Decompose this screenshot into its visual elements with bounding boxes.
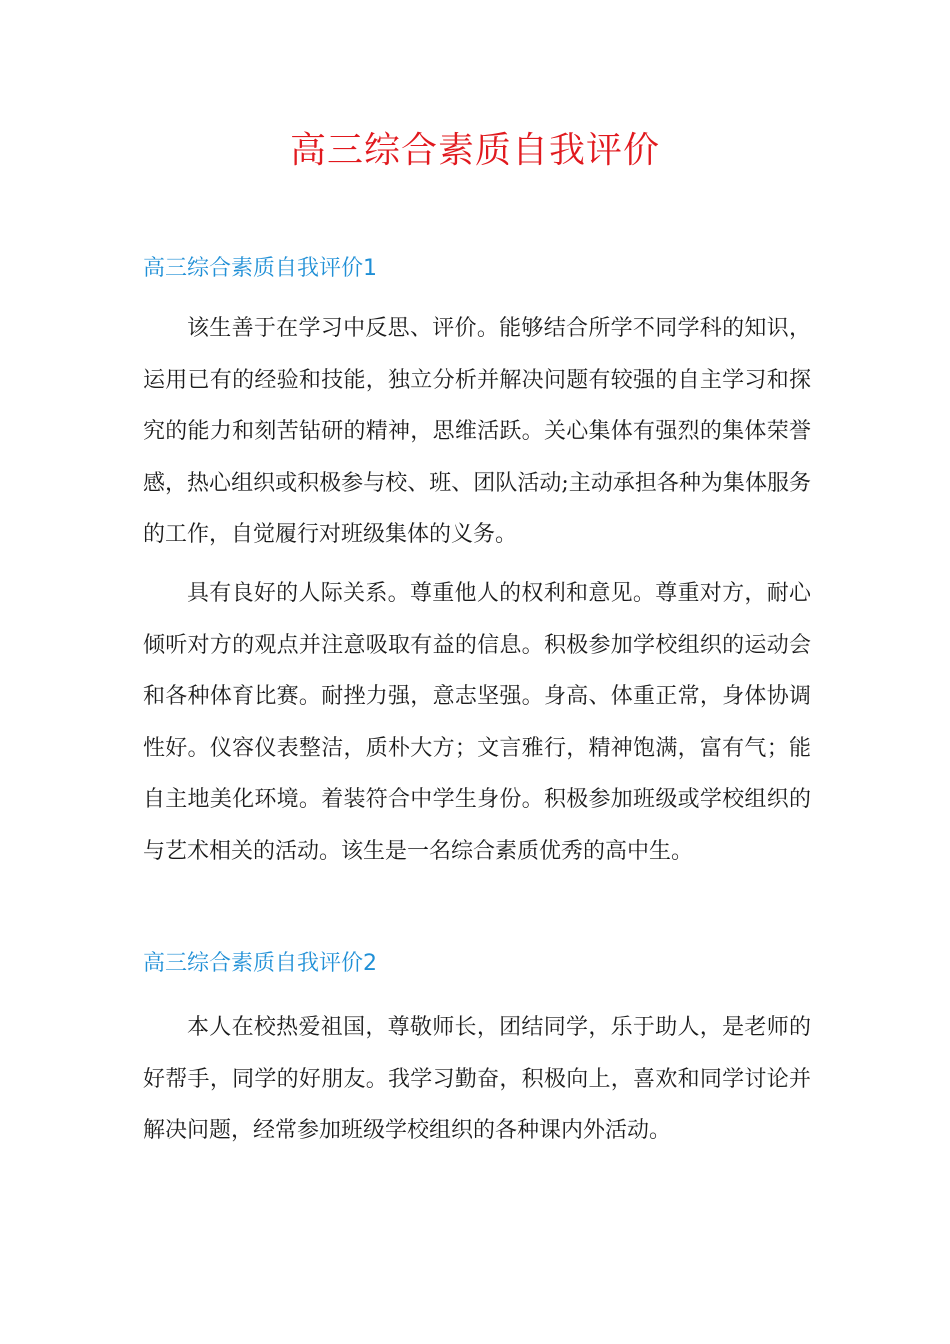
section-heading-2: 高三综合素质自我评价2 — [143, 951, 377, 976]
document-title: 高三综合素质自我评价 — [289, 130, 660, 171]
section-heading-1: 高三综合素质自我评价1 — [143, 256, 377, 281]
section-2-paragraph-1: 本人在校热爱祖国，尊敬师长，团结同学，乐于助人，是老师的好帮手，同学的好朋友。我学习勤奋，积极向上，喜欢和同学讨论并解决问题，经常参加班级学校组织的各种课内外活动。 — [143, 1015, 811, 1143]
section-1-paragraph-1: 该生善于在学习中反思、评价。能够结合所学不同学科的知识，运用已有的经验和技能，独立分析并解决问题有较强的自主学习和探究的能力和刻苦钻研的精神，思维活跃。关心集体有强烈的集体荣誉感，热心组织或积极参与校、班、团队活动;主动承担各种为集体服务的工作，自觉履行对班级集体的义务。 — [143, 316, 811, 547]
section-1-paragraph-2: 具有良好的人际关系。尊重他人的权利和意见。尊重对方，耐心倾听对方的观点并注意吸取有益的信息。积极参加学校组织的运动会和各种体育比赛。耐挫力强，意志坚强。身高、体重正常，身体协调性好。仪容仪表整洁，质朴大方；文言雅行，精神饱满，富有气；能自主地美化环境。着装符合中学生身份。积极参加班级或学校组织的与艺术相关的活动。该生是一名综合素质优秀的高中生。 — [143, 581, 811, 864]
